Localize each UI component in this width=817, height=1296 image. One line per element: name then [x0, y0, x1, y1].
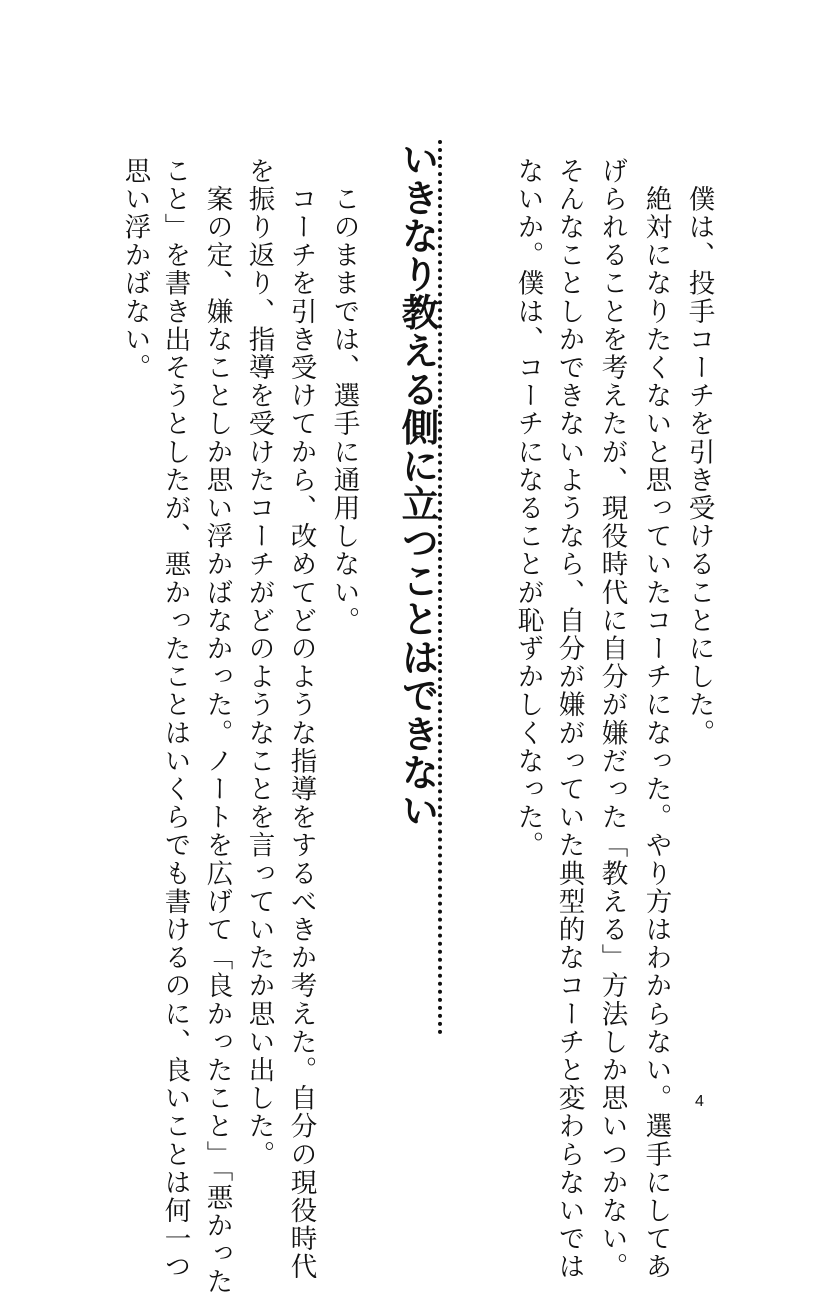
paragraph-line: げられることを考えたが、現役時代に自分が嫌だった「教える」方法しか思いつかない。: [596, 157, 628, 1281]
paragraph-line: コーチを引き受けてから、改めてどのような指導をするべきか考えた。自分の現役時代: [285, 157, 317, 1281]
paragraph-line: 思い浮かばない。: [119, 157, 151, 382]
section-heading: いきなり教える側に立つことはできない: [395, 140, 440, 830]
paragraph-line: そんなことしかできないようなら、自分が嫌がっていた典型的なコーチと変わらないでは: [553, 157, 585, 1281]
paragraph-line: 僕は、投手コーチを引き受けることにした。: [683, 157, 715, 748]
paragraph-line: 案の定、嫌なことしか思い浮かばなかった。ノートを広げて「良かったこと」「悪かった: [201, 157, 233, 1296]
paragraph-line: こと」を書き出そうとしたが、悪かったことはいくらでも書けるのに、良いことは何一つ: [159, 157, 191, 1281]
paragraph-line: を振り返り、指導を受けたコーチがどのようなことを言っていたか思い出した。: [243, 157, 275, 1169]
page-number: 4: [695, 1093, 704, 1110]
paragraph-line: 絶対になりたくないと思っていたコーチになった。やり方はわからない。選手にしてあ: [640, 157, 672, 1281]
paragraph-line: このままでは、選手に通用しない。: [328, 157, 360, 635]
paragraph-line: ないか。僕は、コーチになることが恥ずかしくなった。: [512, 157, 544, 860]
